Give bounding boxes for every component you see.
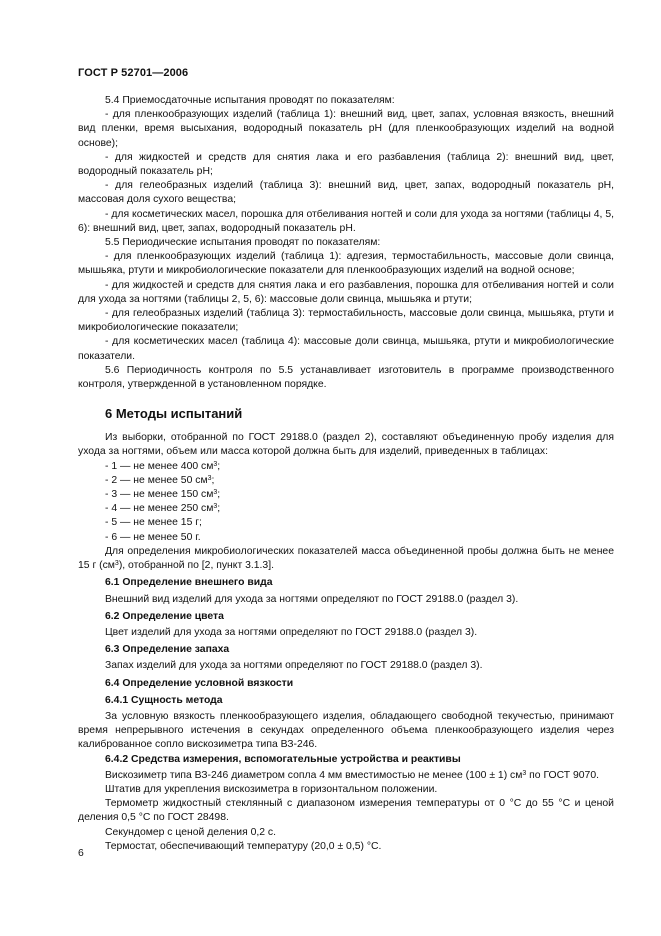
section-6-title: 6 Методы испытаний	[105, 406, 243, 422]
heading-6-3: 6.3 Определение запаха	[105, 644, 230, 656]
sample-item: - 4 — не менее 250 $см^3$;	[105, 503, 221, 515]
paragraph-6-intro: Из выборки, отобранной по ГОСТ 29188.0 (раздел 2), составляют объединенную пробу изделия для ухода за ногтями, объем или масса которой должна быть для изделий, приведенных в таблицах:	[78, 432, 614, 458]
list-item: - для жидкостей и средств для снятия лака и его разбавления, порошка для отбеливания ногтей и соли для ухода за ногтями (таблицы 2, 5, 6): массовые доли свинца, мышьяка и ртути;	[78, 279, 614, 305]
heading-6-2: 6.2 Определение цвета	[105, 610, 224, 622]
paragraph-6-1: Внешний вид изделий для ухода за ногтями определяют по ГОСТ 29188.0 (раздел 3).	[105, 593, 519, 605]
paragraph-5-5: 5.5 Периодические испытания проводят по показателям:	[105, 237, 381, 249]
page-header: ГОСТ Р 52701—2006	[78, 67, 189, 79]
paragraph-micro: Для определения микробиологических показателей масса объединенной пробы должна быть не менее 15 г $(см^3)$, отобранной по [2, пункт 3.1.3].	[78, 545, 614, 572]
heading-6-1: 6.1 Определение внешнего вида	[105, 577, 273, 589]
sample-item: - 5 — не менее 15 г;	[105, 517, 202, 529]
paragraph-5-6: 5.6 Периодичность контроля по 5.5 устанавливает изготовитель в программе производственного контроля, утвержденной в установленном порядке.	[78, 364, 614, 391]
heading-6-4-2: 6.4.2 Средства измерения, вспомогательные устройства и реактивы	[105, 753, 461, 765]
list-item: - для гелеобразных изделий (таблица 3): термостабильность, массовые доли свинца, мышьяка, ртути и микробиологические показатели;	[78, 308, 614, 334]
sample-item: - 3 — не менее 150 $см^3$;	[105, 489, 221, 501]
sample-item: - 6 — не менее 50 г.	[105, 531, 201, 543]
paragraph-6-3: Запах изделий для ухода за ногтями определяют по ГОСТ 29188.0 (раздел 3).	[105, 660, 483, 672]
list-item: - для гелеобразных изделий (таблица 3): внешний вид, цвет, запах, водородный показатель pH, массовая доля сухого вещества;	[78, 180, 614, 206]
sample-item: - 2 — не менее 50 $см^3$;	[105, 474, 215, 486]
list-item: - для жидкостей и средств для снятия лака и его разбавления (таблица 2): внешний вид, цвет, водородный показатель pH;	[78, 151, 614, 178]
sample-item: - 1 — не менее 400 $см^3$;	[105, 460, 221, 472]
list-item: - для пленкообразующих изделий (таблица 1): адгезия, термостабильность, массовые доли свинца, мышьяка, ртути и микробиологические показатели для пленкообразующих изделий на водной основе;	[78, 251, 614, 277]
paragraph-stopwatch: Секундомер с ценой деления 0,2 с.	[105, 826, 277, 838]
paragraph-viscometer: Вискозиметр типа ВЗ-246 диаметром сопла 4 мм вместимостью не менее (100 ± 1) $см^3$ по ГОСТ 9070.	[105, 769, 599, 781]
paragraph-6-2: Цвет изделий для ухода за ногтями определяют по ГОСТ 29188.0 (раздел 3).	[105, 626, 478, 638]
paragraph-thermometer: Термометр жидкостный стеклянный с диапазоном измерения температуры от 0 °С до 55 °С и ценой деления 0,5 °С по ГОСТ 28498.	[78, 798, 614, 824]
document-body	[78, 94, 614, 854]
list-item: - для пленкообразующих изделий (таблица 1): внешний вид, цвет, запах, условная вязкость, внешний вид пленки, время высыхания, водородный показатель pH (для пленкообразующих изделий на водной основе);	[78, 109, 614, 149]
heading-6-4: 6.4 Определение условной вязкости	[105, 677, 294, 689]
paragraph-stand: Штатив для укрепления вискозиметра в горизонтальном положении.	[105, 783, 438, 795]
page-number: 6	[78, 848, 84, 859]
list-item: - для косметических масел (таблица 4): массовые доли свинца, мышьяка, ртути и микробиологические показатели.	[78, 336, 614, 362]
list-item: - для косметических масел, порошка для отбеливания ногтей и соли для ухода за ногтями (таблицы 4, 5, 6): внешний вид, цвет, запах, водородный показатель pH.	[78, 208, 614, 234]
heading-6-4-1: 6.4.1 Сущность метода	[105, 694, 223, 706]
paragraph-thermostat: Термостат, обеспечивающий температуру (20,0 ± 0,5) °С.	[105, 840, 382, 852]
paragraph-5-4: 5.4 Приемосдаточные испытания проводят по показателям:	[105, 95, 395, 106]
paragraph-6-4-1: За условную вязкость пленкообразующего изделия, обладающего свободной текучестью, принимают время непрерывного истечения в секундах определенного объема пленкообразующего изделия через калиброванное сопло вискозиметра типа ВЗ-246.	[78, 710, 614, 751]
